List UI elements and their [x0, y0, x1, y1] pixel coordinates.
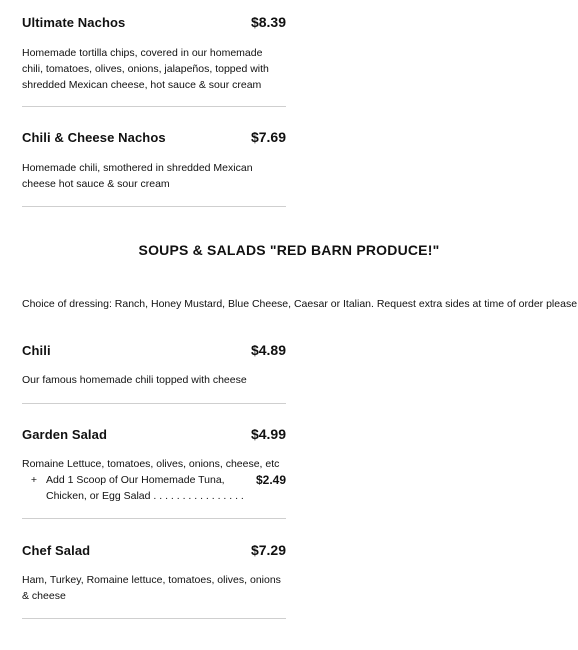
item-price: $4.89	[250, 342, 286, 358]
item-description: Homemade chili, smothered in shredded Mexican cheese hot sauce & sour cream	[22, 162, 253, 190]
section-title: SOUPS & SALADS "RED BARN PRODUCE!"	[138, 242, 440, 258]
item-price: $4.99	[250, 426, 286, 442]
section-note: Choice of dressing: Ranch, Honey Mustard, Blue Cheese, Caesar or Italian. Request extra sides at time of order please	[22, 298, 578, 310]
addon-price: $2.49	[255, 473, 286, 487]
item-description: Ham, Turkey, Romaine lettuce, tomatoes, olives, onions & cheese	[22, 574, 281, 602]
item-description: Romaine Lettuce, tomatoes, olives, onions, cheese, etc	[22, 458, 280, 470]
item-price: $7.69	[250, 129, 286, 145]
menu-item-chef-salad	[22, 542, 286, 619]
item-description: Homemade tortilla chips, covered in our homemade chili, tomatoes, olives, onions, jalapeños, topped with shredded Mexican cheese, hot sauce & sour cream	[22, 47, 269, 91]
item-description: Our famous homemade chili topped with cheese	[22, 374, 247, 386]
addon-bullet: +	[30, 474, 38, 486]
item-name: Ultimate Nachos	[22, 15, 126, 30]
menu-item-ultimate-nachos	[22, 14, 286, 107]
item-name: Chili	[22, 343, 51, 358]
item-name: Chef Salad	[22, 543, 91, 558]
menu-item-chili-cheese-nachos	[22, 129, 286, 207]
item-name: Garden Salad	[22, 427, 108, 442]
item-price: $8.39	[250, 14, 286, 30]
menu-item-garden-salad	[22, 426, 286, 519]
item-price: $7.29	[250, 542, 286, 558]
menu-item-chili	[22, 342, 286, 404]
addon-text: Add 1 Scoop of Our Homemade Tuna, Chicken, or Egg Salad . . . . . . . . . . . . . . . .	[46, 474, 244, 502]
item-name: Chili & Cheese Nachos	[22, 130, 166, 145]
item-addon	[22, 472, 286, 504]
